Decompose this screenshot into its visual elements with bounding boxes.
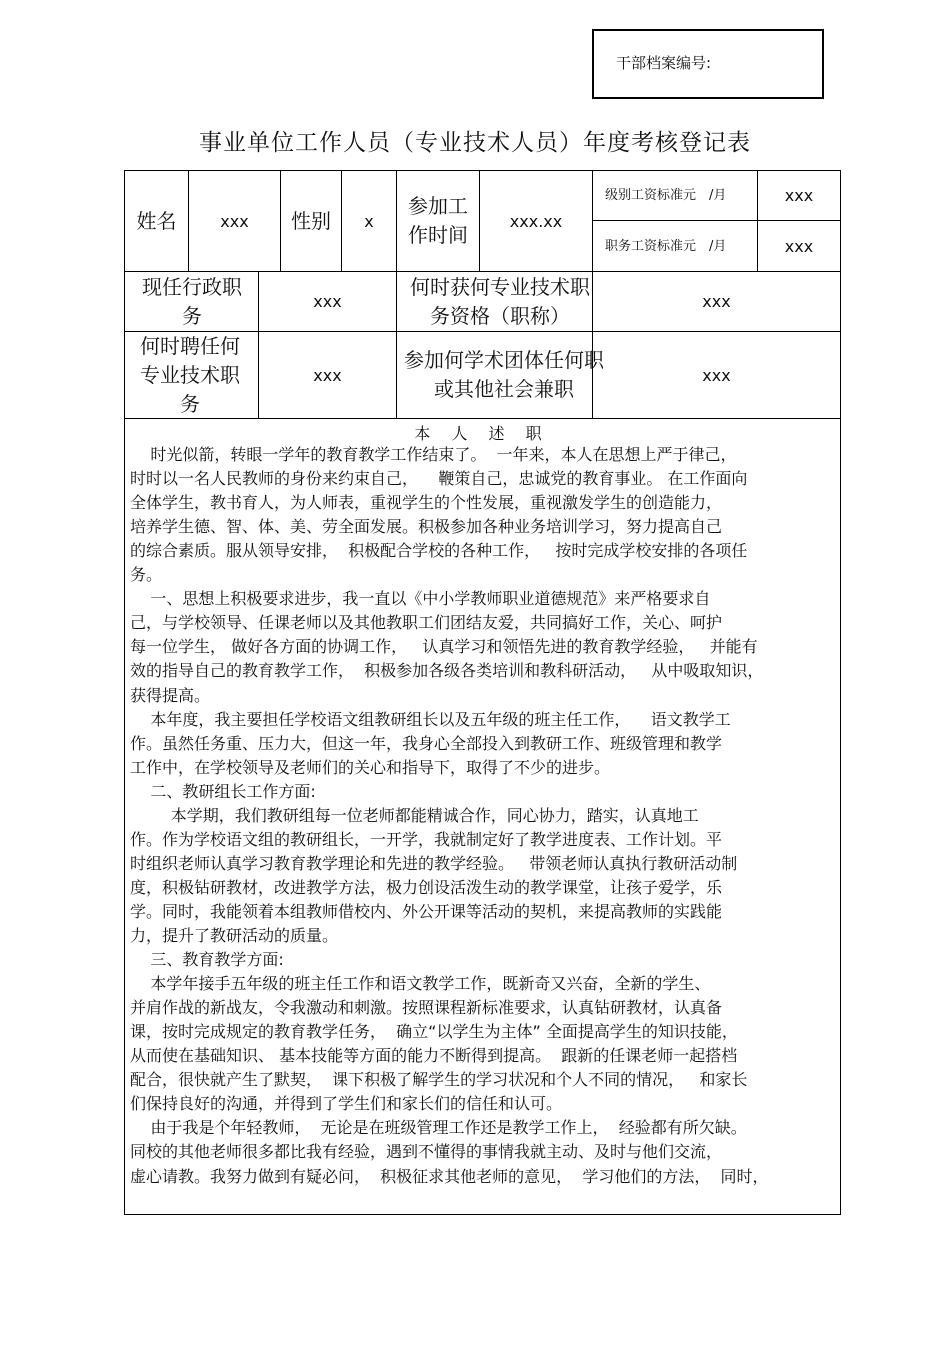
post-salary-value: xxx [784,236,814,256]
archive-number-label: 干部档案编号: [616,54,712,72]
narrative-line: 作。作为学校语文组的教研组长，一开学，我就制定好了教学进度表、工作计划。平 [130,829,723,849]
society-label: 参加何学术团体任何职或其他社会兼职 [404,348,604,401]
narrative-line: 的综合素质。服从领导安排， 积极配合学校的各种工作， 按时完成学校安排的各项任 [130,541,748,561]
narrative-line: 力，提升了教研活动的质量。 [130,926,339,945]
narrative-line: 三、教育教学方面: [130,950,284,970]
narrative-line: 本年度，我主要担任学校语文组教研组长以及五年级的班主任工作， 语文教学工 [130,709,731,729]
narrative-line: 本学年接手五年级的班主任工作和语文教学工作，既新奇又兴奋，全新的学生、 [130,974,711,994]
narrative-line: 们保持良好的沟通，并得到了学生们和家长们的信任和认可。 [130,1094,563,1114]
narrative-line: 配合，很快就产生了默契， 课下积极了解学生的学习状况和个人不同的情况， 和家长 [130,1070,748,1090]
narrative-line: 时时以一名人民教师的身份来约束自己， 鞭策自己，忠诚党的教育事业。 在工作面向 [130,469,748,489]
work-start-value: xxx.xx [509,211,563,231]
narrative-line: 虚心请教。我努力做到有疑必问， 积极征求其他老师的意见， 学习他们的方法， 同时， [130,1166,769,1186]
narrative-line: 由于我是个年轻教师， 无论是在班级管理工作还是教学工作上， 经验都有所欠缺。 [130,1118,747,1138]
narrative-line: 本学期，我们教研组每一位老师都能精诚合作，同心协力，踏实，认真地工 [130,805,699,825]
qualification-label: 何时获何专业技术职务资格（职称） [410,274,590,328]
post-salary-label: 职务工资标准元 /月 [605,238,727,254]
appointment-label: 何时聘任何专业技术职务 [140,333,240,416]
narrative-line: 工作中，在学校领导及老师们的关心和指导下，取得了不少的进步。 [130,757,611,777]
form-title: 事业单位工作人员（专业技术人员）年度考核登记表 [199,130,751,156]
narrative-heading: 本 人 述 职 [414,424,550,443]
narrative-line: 获得提高。 [130,685,211,705]
narrative-line: 效的指导自己的教育教学工作， 积极参加各级各类培训和教科研活动， 从中吸取知识， [130,661,764,681]
table-border-left [124,170,125,1215]
grade-salary-value: xxx [784,186,814,205]
col-line [396,170,397,271]
work-start-label: 参加工作时间 [408,194,468,247]
narrative-line: 培养学生德、智、体、美、劳全面发展。积极参加各种业务培训学习，努力提高自己 [130,517,723,537]
narrative-line: 同校的其他老师很多都比我有经验，遇到不懂得的事情我就主动、及时与他们交流， [130,1142,723,1162]
name-label: 姓名 [136,208,177,233]
narrative-line: 己，与学校领导、任课老师以及其他教职工们团结友爱，共同搞好工作，关心、呵护 [130,613,723,633]
col-line [396,271,397,418]
narrative-line: 时光似箭，转眼一学年的教育教学工作结束了。 一年来，本人在思想上严于律己， [130,445,737,464]
narrative-line: 作。虽然任务重、压力大，但这一年，我身心全部投入到教研工作、班级管理和教学 [130,733,723,753]
narrative-line: 每一位学生， 做好各方面的协调工作， 认真学习和领悟先进的教育教学经验， 并能有 [130,637,758,657]
gender-label: 性别 [291,208,331,233]
table-border-right [840,170,841,1215]
appointment-value: xxx [313,365,342,385]
narrative-line: 务。 [130,565,163,585]
grade-salary-label: 级别工资标准元 /月 [605,188,727,203]
narrative-line: 课，按时完成规定的教育教学任务， 确立“以学生为主体” 全面提高学生的知识技能， [130,1022,738,1042]
narrative-line: 一、思想上积极要求进步，我一直以《中小学教师职业道德规范》来严格要求自 [130,589,711,609]
narrative-line: 全体学生，教书育人，为人师表，重视学生的个性发展，重视激发学生的创造能力， [130,493,723,513]
society-value: xxx [702,365,731,385]
narrative-line: 度，积极钻研教材，改进教学方法，极力创设活泼生动的教学课堂，让孩子爱学，乐 [130,877,723,897]
narrative-line: 并肩作战的新战友，令我激动和刺激。按照课程新标准要求，认真钻研教材，认真备 [130,998,723,1018]
narrative-line: 时组织老师认真学习教育教学理论和先进的教学经验。 带领老师认真执行教研活动制 [130,853,738,873]
qualification-value: xxx [702,292,731,311]
name-value: xxx [220,211,249,231]
table-border-bottom [124,1214,841,1215]
admin-post-label: 现任行政职务 [142,274,242,328]
gender-value: x [364,211,374,231]
narrative-line: 学。同时，我能领着本组教师借校内、外公开课等活动的契机，来提高教师的实践能 [130,901,723,921]
admin-post-value: xxx [313,292,342,311]
narrative-line: 从而使在基础知识、 基本技能等方面的能力不断得到提高。 跟新的任课老师一起搭档 [130,1046,738,1066]
narrative-line: 二、教研组长工作方面: [130,781,316,801]
